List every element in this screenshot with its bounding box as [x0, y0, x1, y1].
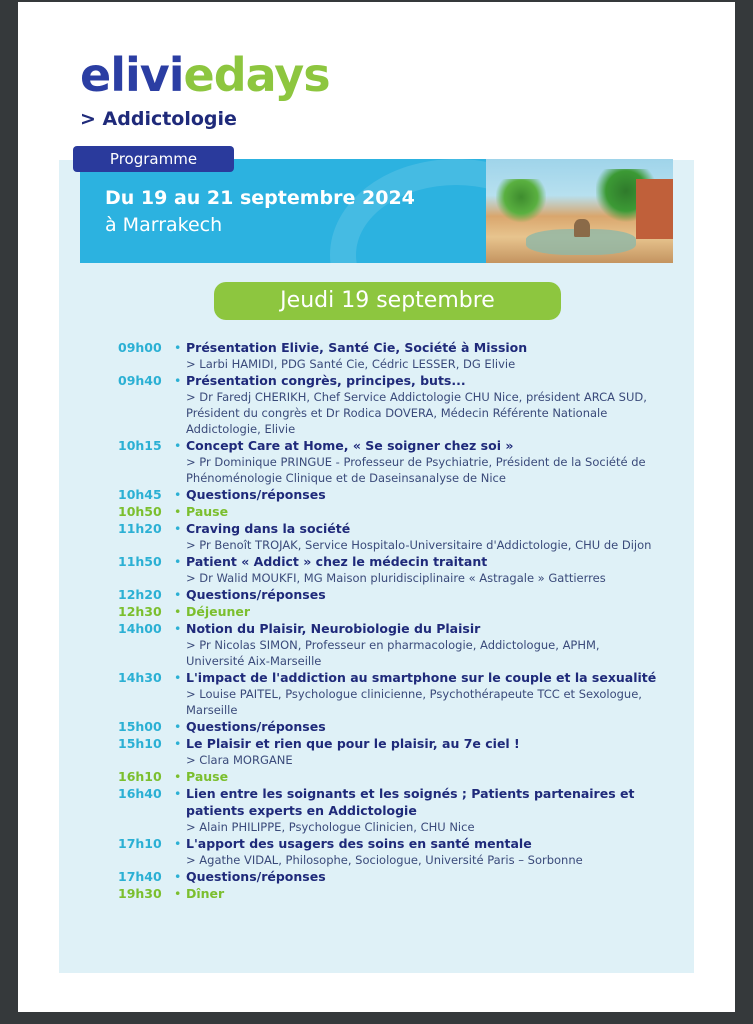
bullet-dot: • [174, 836, 182, 851]
agenda-title: Déjeuner [186, 604, 251, 619]
agenda-time: 09h40 [118, 373, 162, 388]
agenda-time: 12h30 [118, 604, 162, 619]
agenda-time: 09h00 [118, 340, 162, 355]
agenda-time: 14h00 [118, 621, 162, 636]
agenda-speakers: > Dr Walid MOUKFI, MG Maison pluridisciplinaire « Astragale » Gattierres [186, 571, 606, 585]
agenda-title: Questions/réponses [186, 719, 326, 734]
agenda-time: 14h30 [118, 670, 162, 685]
agenda-title: Présentation Elivie, Santé Cie, Société à Mission [186, 340, 528, 355]
agenda-title: Pause [186, 769, 229, 784]
bullet-dot: • [174, 869, 182, 884]
bullet-dot: • [174, 670, 182, 685]
agenda-item [118, 868, 678, 885]
agenda-speakers: > Agathe VIDAL, Philosophe, Sociologue, Université Paris – Sorbonne [186, 853, 583, 867]
bullet-dot: • [174, 769, 182, 784]
agenda-time: 15h00 [118, 719, 162, 734]
agenda-time: 11h50 [118, 554, 162, 569]
agenda-time: 10h45 [118, 487, 162, 502]
event-location: à Marrakech [105, 214, 223, 236]
agenda-title: Concept Care at Home, « Se soigner chez soi » [186, 438, 514, 453]
day-heading: Jeudi 19 septembre [214, 282, 561, 320]
riad-courtyard-photo [486, 159, 673, 263]
specialty-title: > Addictologie [80, 108, 237, 130]
agenda-list [118, 339, 678, 902]
agenda-item [118, 339, 678, 372]
bullet-dot: • [174, 521, 182, 536]
bullet-dot: • [174, 587, 182, 602]
bullet-dot: • [174, 487, 182, 502]
document-page [18, 2, 735, 1012]
agenda-item [118, 735, 678, 768]
bullet-dot: • [174, 438, 182, 453]
bullet-dot: • [174, 373, 182, 388]
agenda-time: 16h10 [118, 769, 162, 784]
agenda-item [118, 835, 678, 868]
bullet-dot: • [174, 886, 182, 901]
agenda-title: Lien entre les soignants et les soignés ; Patients partenaires et patients experts en Addictologie [186, 786, 635, 818]
bullet-dot: • [174, 340, 182, 355]
agenda-time: 11h20 [118, 521, 162, 536]
agenda-item [118, 603, 678, 620]
agenda-speakers: > Pr Nicolas SIMON, Professeur en pharmacologie, Addictologue, APHM, Université Aix-Marseille [186, 638, 600, 668]
agenda-title: Craving dans la société [186, 521, 351, 536]
agenda-speakers: > Clara MORGANE [186, 753, 293, 767]
event-banner [80, 159, 673, 263]
agenda-item [118, 486, 678, 503]
agenda-time: 17h10 [118, 836, 162, 851]
agenda-speakers: > Pr Dominique PRINGUE - Professeur de Psychiatrie, Président de la Société de Phénoménologie Clinique et de Daseinsanalyse de Nice [186, 455, 646, 485]
agenda-title: L'apport des usagers des soins en santé mentale [186, 836, 532, 851]
event-dates: Du 19 au 21 septembre 2024 [105, 187, 415, 209]
agenda-item [118, 885, 678, 902]
agenda-speakers: > Larbi HAMIDI, PDG Santé Cie, Cédric LESSER, DG Elivie [186, 357, 516, 371]
agenda-item [118, 503, 678, 520]
agenda-item [118, 718, 678, 735]
bullet-dot: • [174, 554, 182, 569]
agenda-speakers: > Pr Benoît TROJAK, Service Hospitalo-Universitaire d'Addictologie, CHU de Dijon [186, 538, 652, 552]
agenda-title: Questions/réponses [186, 869, 326, 884]
agenda-title: Patient « Addict » chez le médecin traitant [186, 554, 488, 569]
programme-tag: Programme [73, 146, 234, 172]
agenda-time: 10h15 [118, 438, 162, 453]
bullet-dot: • [174, 719, 182, 734]
bullet-dot: • [174, 621, 182, 636]
agenda-title: Questions/réponses [186, 587, 326, 602]
agenda-speakers: > Dr Faredj CHERIKH, Chef Service Addictologie CHU Nice, président ARCA SUD, Président du congrès et Dr Rodica DOVERA, Médecin Référente Nationale Addictologie, Elivie [186, 390, 647, 436]
agenda-title: L'impact de l'addiction au smartphone sur le couple et la sexualité [186, 670, 657, 685]
bullet-dot: • [174, 504, 182, 519]
bullet-dot: • [174, 736, 182, 751]
agenda-item [118, 669, 678, 718]
agenda-title: Présentation congrès, principes, buts... [186, 373, 466, 388]
agenda-item [118, 437, 678, 486]
agenda-speakers: > Louise PAITEL, Psychologue clinicienne, Psychothérapeute TCC et Sexologue, Marseille [186, 687, 642, 717]
eliviedays-logo: eliviedays [80, 48, 330, 102]
agenda-time: 12h20 [118, 587, 162, 602]
agenda-time: 10h50 [118, 504, 162, 519]
agenda-speakers: > Alain PHILIPPE, Psychologue Clinicien, CHU Nice [186, 820, 475, 834]
agenda-time: 17h40 [118, 869, 162, 884]
bullet-dot: • [174, 604, 182, 619]
agenda-title: Dîner [186, 886, 225, 901]
agenda-item [118, 553, 678, 586]
agenda-item [118, 768, 678, 785]
agenda-item [118, 586, 678, 603]
agenda-title: Pause [186, 504, 229, 519]
agenda-item [118, 620, 678, 669]
bullet-dot: • [174, 786, 182, 801]
agenda-title: Le Plaisir et rien que pour le plaisir, au 7e ciel ! [186, 736, 520, 751]
agenda-item [118, 785, 678, 835]
agenda-title: Questions/réponses [186, 487, 326, 502]
agenda-time: 19h30 [118, 886, 162, 901]
agenda-item [118, 520, 678, 553]
agenda-title: Notion du Plaisir, Neurobiologie du Plaisir [186, 621, 481, 636]
agenda-time: 16h40 [118, 786, 162, 801]
agenda-item [118, 372, 678, 437]
agenda-time: 15h10 [118, 736, 162, 751]
